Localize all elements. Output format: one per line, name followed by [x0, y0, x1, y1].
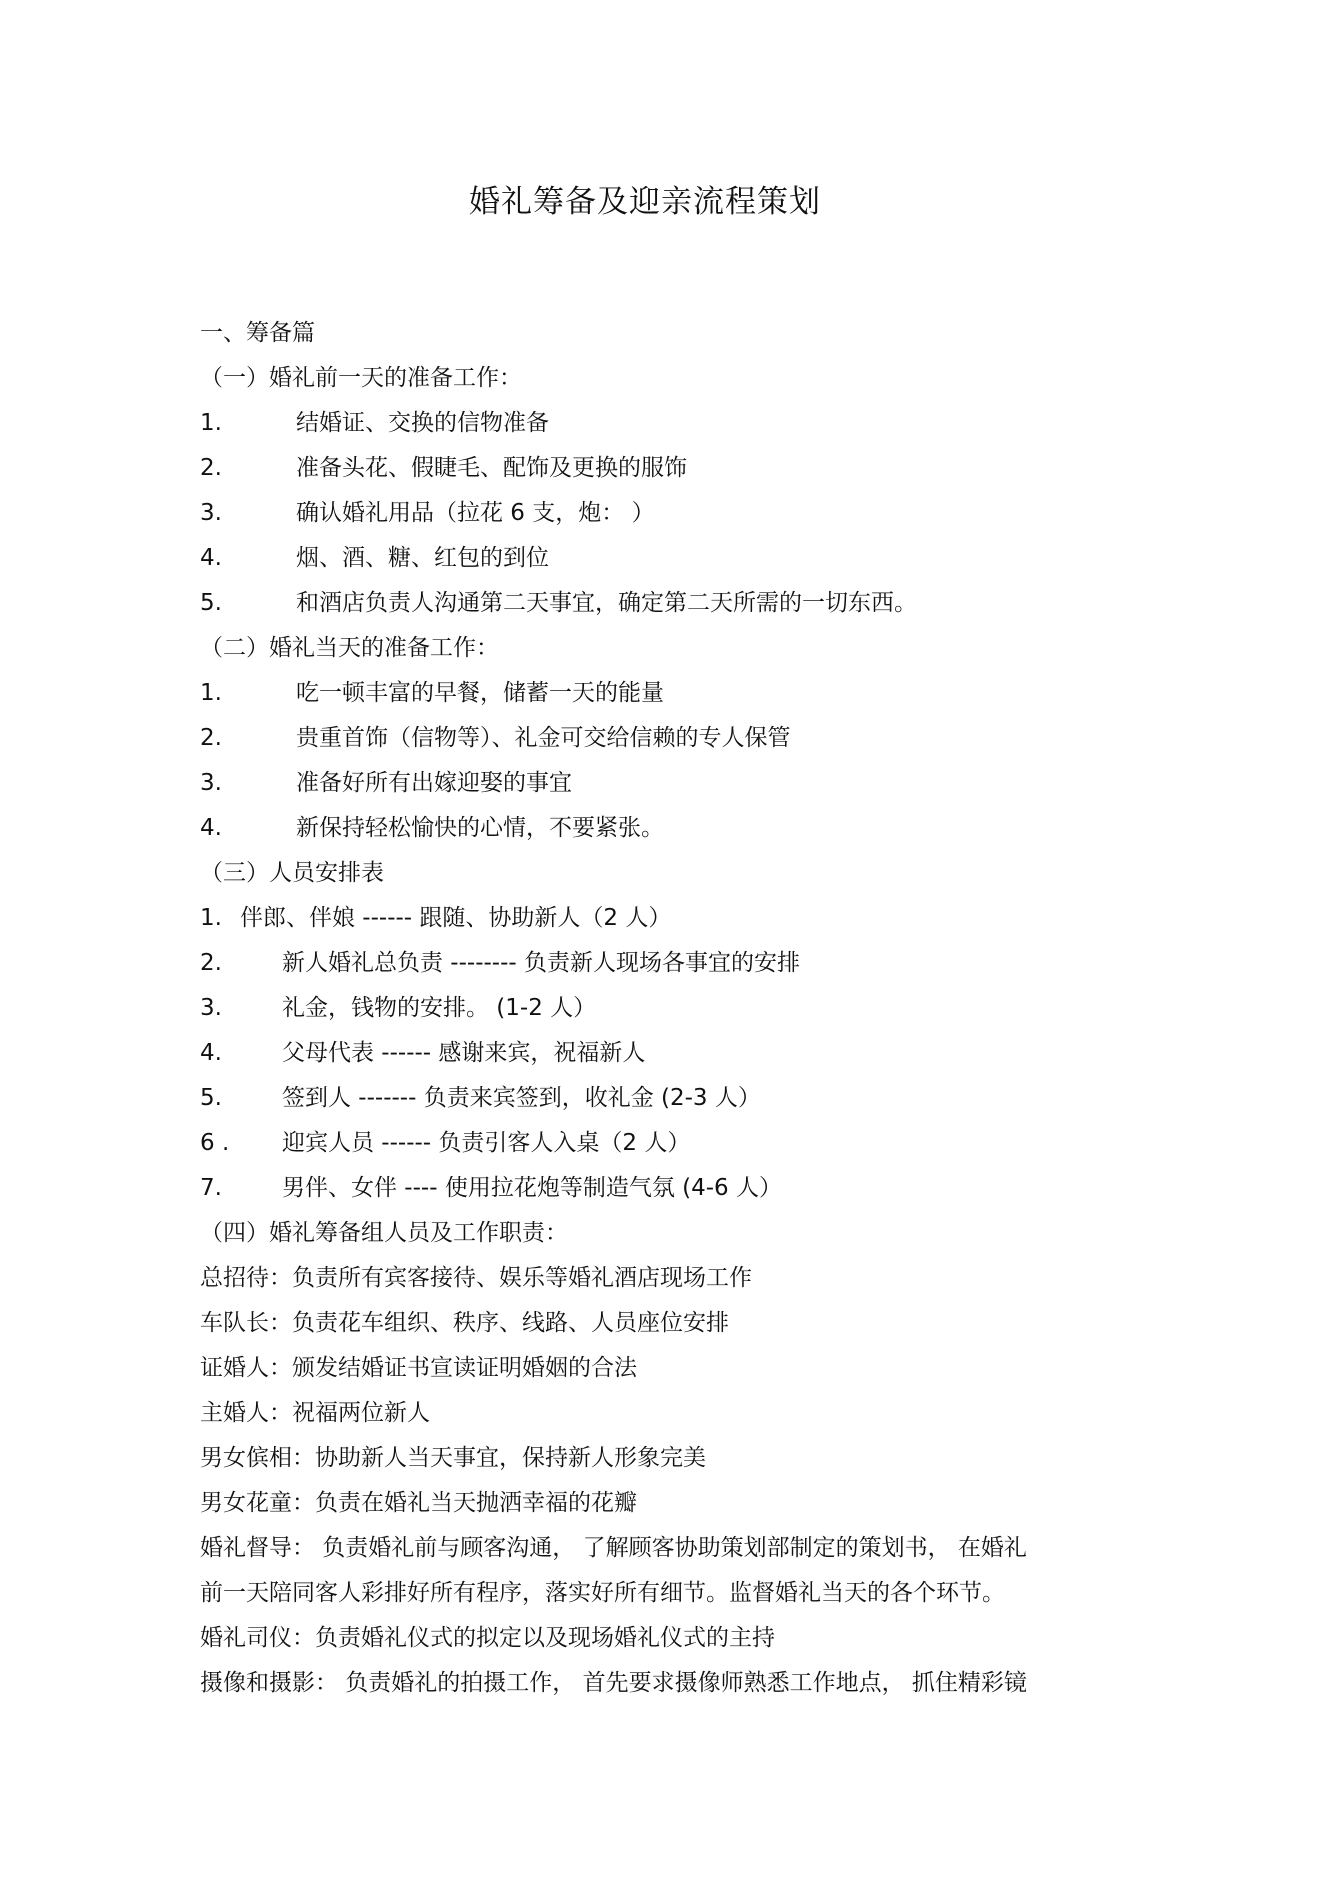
list-item — [200, 497, 655, 529]
list-item — [200, 452, 687, 484]
duty-line: 婚礼司仪：负责婚礼仪式的拟定以及现场婚礼仪式的主持 — [200, 1625, 775, 1651]
list-number: 7. — [200, 1175, 222, 1201]
list-text: 吃一顿丰富的早餐，储蓄一天的能量 — [296, 680, 664, 706]
duty-line: 男女花童：负责在婚礼当天抛洒幸福的花瓣 — [200, 1490, 637, 1516]
list-item — [200, 1037, 645, 1069]
list-text: 男伴、女伴 ---- 使用拉花炮等制造气氛 (4-6 人） — [282, 1175, 782, 1201]
duty-line: 前一天陪同客人彩排好所有程序，落实好所有细节。监督婚礼当天的各个环节。 — [200, 1580, 1005, 1606]
duty-line: 男女傧相：协助新人当天事宜，保持新人形象完美 — [200, 1445, 706, 1471]
list-text: 烟、酒、糖、红包的到位 — [296, 545, 549, 571]
document-title: 婚礼筹备及迎亲流程策划 — [469, 184, 821, 220]
list-number: 1. — [200, 410, 222, 436]
list-text: 迎宾人员 ------ 负责引客人入桌（2 人） — [282, 1130, 691, 1156]
list-item — [200, 992, 596, 1024]
list-text: 礼金，钱物的安排。 (1-2 人） — [282, 995, 597, 1021]
list-text: 结婚证、交换的信物准备 — [296, 410, 549, 436]
list-item — [200, 947, 800, 979]
list-text: 新人婚礼总负责 -------- 负责新人现场各事宜的安排 — [282, 950, 801, 976]
list-number: 4. — [200, 1040, 222, 1066]
list-number: 4. — [200, 545, 222, 571]
list-text: 和酒店负责人沟通第二天事宜，确定第二天所需的一切东西。 — [296, 590, 917, 616]
list-number: 2. — [200, 725, 222, 751]
list-number: 4. — [200, 815, 222, 841]
list-text: 确认婚礼用品（拉花 6 支，炮： ） — [296, 500, 655, 526]
list-item — [200, 722, 791, 754]
list-number: 1. — [200, 905, 222, 931]
subsection-heading-day-before: （一）婚礼前一天的准备工作： — [200, 365, 522, 391]
list-item — [200, 767, 572, 799]
duty-line: 婚礼督导： 负责婚礼前与顾客沟通， 了解顾客协助策划部制定的策划书， 在婚礼 — [200, 1535, 1027, 1561]
list-item — [200, 587, 917, 619]
list-number: 3. — [200, 770, 222, 796]
list-number: 2. — [200, 455, 222, 481]
duty-line: 主婚人：祝福两位新人 — [200, 1400, 430, 1426]
list-number: 6 . — [200, 1130, 230, 1156]
list-item — [200, 902, 671, 934]
subsection-heading-team-duties: （四）婚礼筹备组人员及工作职责： — [200, 1220, 568, 1246]
subsection-heading-staff-arrangement: （三）人员安排表 — [200, 860, 384, 886]
list-item — [200, 542, 549, 574]
list-text: 父母代表 ------ 感谢来宾，祝福新人 — [282, 1040, 646, 1066]
list-text: 签到人 ------- 负责来宾签到，收礼金 (2-3 人） — [282, 1085, 761, 1111]
list-item — [200, 1082, 761, 1114]
list-text: 准备头花、假睫毛、配饰及更换的服饰 — [296, 455, 687, 481]
list-item — [200, 677, 664, 709]
subsection-heading-wedding-day: （二）婚礼当天的准备工作： — [200, 635, 499, 661]
duty-line: 证婚人：颁发结婚证书宣读证明婚姻的合法 — [200, 1355, 637, 1381]
duty-line: 总招待：负责所有宾客接待、娱乐等婚礼酒店现场工作 — [200, 1265, 752, 1291]
list-number: 3. — [200, 500, 222, 526]
list-text: 贵重首饰（信物等）、礼金可交给信赖的专人保管 — [296, 725, 791, 751]
list-number: 5. — [200, 590, 222, 616]
list-item — [200, 812, 664, 844]
list-number: 2. — [200, 950, 222, 976]
list-text: 新保持轻松愉快的心情，不要紧张。 — [296, 815, 664, 841]
duty-line: 摄像和摄影： 负责婚礼的拍摄工作， 首先要求摄像师熟悉工作地点， 抓住精彩镜 — [200, 1670, 1027, 1696]
list-item — [200, 1127, 690, 1159]
list-number: 5. — [200, 1085, 222, 1111]
list-text: 伴郎、伴娘 ------ 跟随、协助新人（2 人） — [240, 905, 672, 931]
list-item — [200, 1172, 782, 1204]
duty-line: 车队长：负责花车组织、秩序、线路、人员座位安排 — [200, 1310, 729, 1336]
list-number: 1. — [200, 680, 222, 706]
section-heading-preparation: 一、筹备篇 — [200, 320, 315, 346]
list-text: 准备好所有出嫁迎娶的事宜 — [296, 770, 572, 796]
list-number: 3. — [200, 995, 222, 1021]
list-item — [200, 407, 549, 439]
